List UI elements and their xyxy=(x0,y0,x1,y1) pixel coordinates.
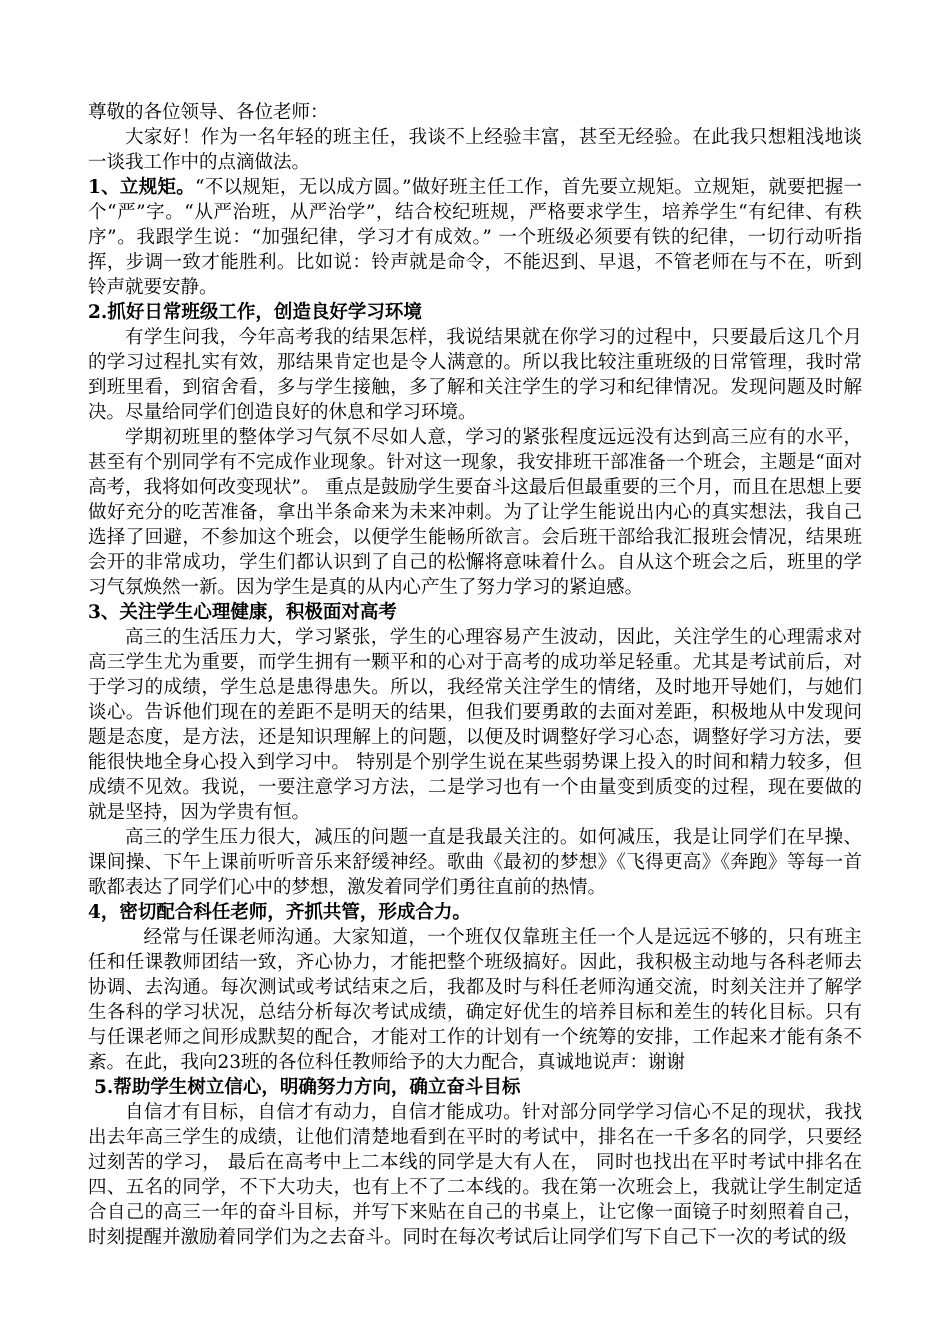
document-page xyxy=(88,100,862,1250)
greeting: 尊敬的各位领导、各位老师： xyxy=(88,102,329,123)
section-1-body: “不以规矩，无以成方圆。”做好班主任工作，首先要立规矩。立规矩，就要把握一个“严”字。“从严治班，从严治学”，结合校纪班规，严格要求学生，培养学生“有纪律、有秩序”。我跟学生说：“加强纪律，学习才有成效。” 一个班级必须要有铁的纪律，一切行动听指挥，步调一致才能胜利。比如说：铃声就是命令，不能迟到、早退，不管老师在与不在，听到铃声就要安静。 xyxy=(88,177,863,298)
section-2-paragraph-2: 学期初班里的整体学习气氛不尽如人意，学习的紧张程度远远没有达到高三应有的水平，甚至有个别同学有不完成作业现象。针对这一现象，我安排班干部准备一个班会，主题是“面对高考，我将如何改变现状”。 重点是鼓励学生要奋斗这最后但最重要的三个月，而且在思想上要做好充分的吃苦准备，拿出半条命来为未来冲刺。为了让学生能说出内心的真实想法，我自己选择了回避，不参加这个班会，以便学生能畅所欲言。会后班干部给我汇报班会情况，结果班会开的非常成功，学生们都认识到了自己的松懈将意味着什么。自从这个班会之后，班里的学习气氛焕然一新。因为学生是真的从内心产生了努力学习的紧迫感。 xyxy=(88,427,862,598)
intro-paragraph: 大家好！作为一名年轻的班主任，我谈不上经验丰富，甚至无经验。在此我只想粗浅地谈一谈我工作中的点滴做法。 xyxy=(88,127,862,173)
section-3-paragraph-1: 高三的生活压力大，学习紧张，学生的心理容易产生波动，因此，关注学生的心理需求对高三学生尤为重要，而学生拥有一颗平和的心对于高考的成功举足轻重。尤其是考试前后，对于学习的成绩，学生总是患得患失。所以，我经常关注学生的情绪，及时地开导她们，与她们谈心。告诉他们现在的差距不是明天的结果，但我们要勇敢的去面对差距，积极地从中发现问题是态度，是方法，还是知识理解上的问题，以便及时调整好学习心态，调整好学习方法，要能很快地全身心投入到学习中。 特别是个别学生说在某些弱势课上投入的时间和精力较多，但成绩不见效。我说，一要注意学习方法，二是学习也有一个由量变到质变的过程，现在要做的就是坚持，因为学贵有恒。 xyxy=(88,627,862,823)
section-3-title: 3、关注学生心理健康，积极面对高考 xyxy=(88,602,397,623)
section-1 xyxy=(88,175,862,300)
section-3-paragraph-2: 高三的学生压力很大，减压的问题一直是我最关注的。如何减压，我是让同学们在早操、课间操、下午上课前听听音乐来舒缓神经。歌曲《最初的梦想》《飞得更高》《奔跑》等每一首歌都表达了同学们心中的梦想，激发着同学们勇往直前的热情。 xyxy=(88,827,862,898)
section-2-title: 2.抓好日常班级工作，创造良好学习环境 xyxy=(88,302,422,323)
section-4-title: 4，密切配合科任老师，齐抓共管，形成合力。 xyxy=(88,902,471,923)
section-5-paragraph-1: 自信才有目标，自信才有动力，自信才能成功。针对部分同学学习信心不足的现状，我找出去年高三学生的成绩，让他们清楚地看到在平时的考试中，排名在一千多名的同学，只要经过刻苦的学习， 最后在高考中上二本线的同学是大有人在， 同时也找出在平时考试中排名在四、五名的同学，不下大功夫，也有上不了二本线的。我在第一次班会上，我就让学生制定适合自己的高三一年的奋斗目标，并写下来贴在自己的书桌上，让它像一面镜子时刻照着自己，时刻提醒并激励着同学们为之去奋斗。同时在每次考试后让同学们写下自己下一次的考试的级 xyxy=(88,1102,862,1248)
section-5-title: 5.帮助学生树立信心，明确努力方向，确立奋斗目标 xyxy=(94,1077,521,1098)
section-4-paragraph-1: 经常与任课老师沟通。大家知道，一个班仅仅靠班主任一个人是远远不够的，只有班主任和任课教师团结一致，齐心协力，才能把整个班级搞好。因此，我积极主动地与各科老师去协调、去沟通。每次测试或考试结束之后，我都及时与科任老师沟通交流，时刻关注并了解学生各科的学习状况，总结分析每次考试成绩，确定好优生的培养目标和差生的转化目标。只有与任课老师之间形成默契的配合，才能对工作的计划有一个统筹的安排，工作起来才能有条不紊。在此，我向23班的各位科任教师给予的大力配合，真诚地说声：谢谢 xyxy=(88,927,862,1073)
section-2-paragraph-1: 有学生问我，今年高考我的结果怎样，我说结果就在你学习的过程中，只要最后这几个月的学习过程扎实有效，那结果肯定也是令人满意的。所以我比较注重班级的日常管理，我时常到班里看，到宿舍看，多与学生接触，多了解和关注学生的学习和纪律情况。发现问题及时解决。尽量给同学们创造良好的休息和学习环境。 xyxy=(88,327,862,423)
section-1-title: 1、立规矩。 xyxy=(88,177,196,198)
